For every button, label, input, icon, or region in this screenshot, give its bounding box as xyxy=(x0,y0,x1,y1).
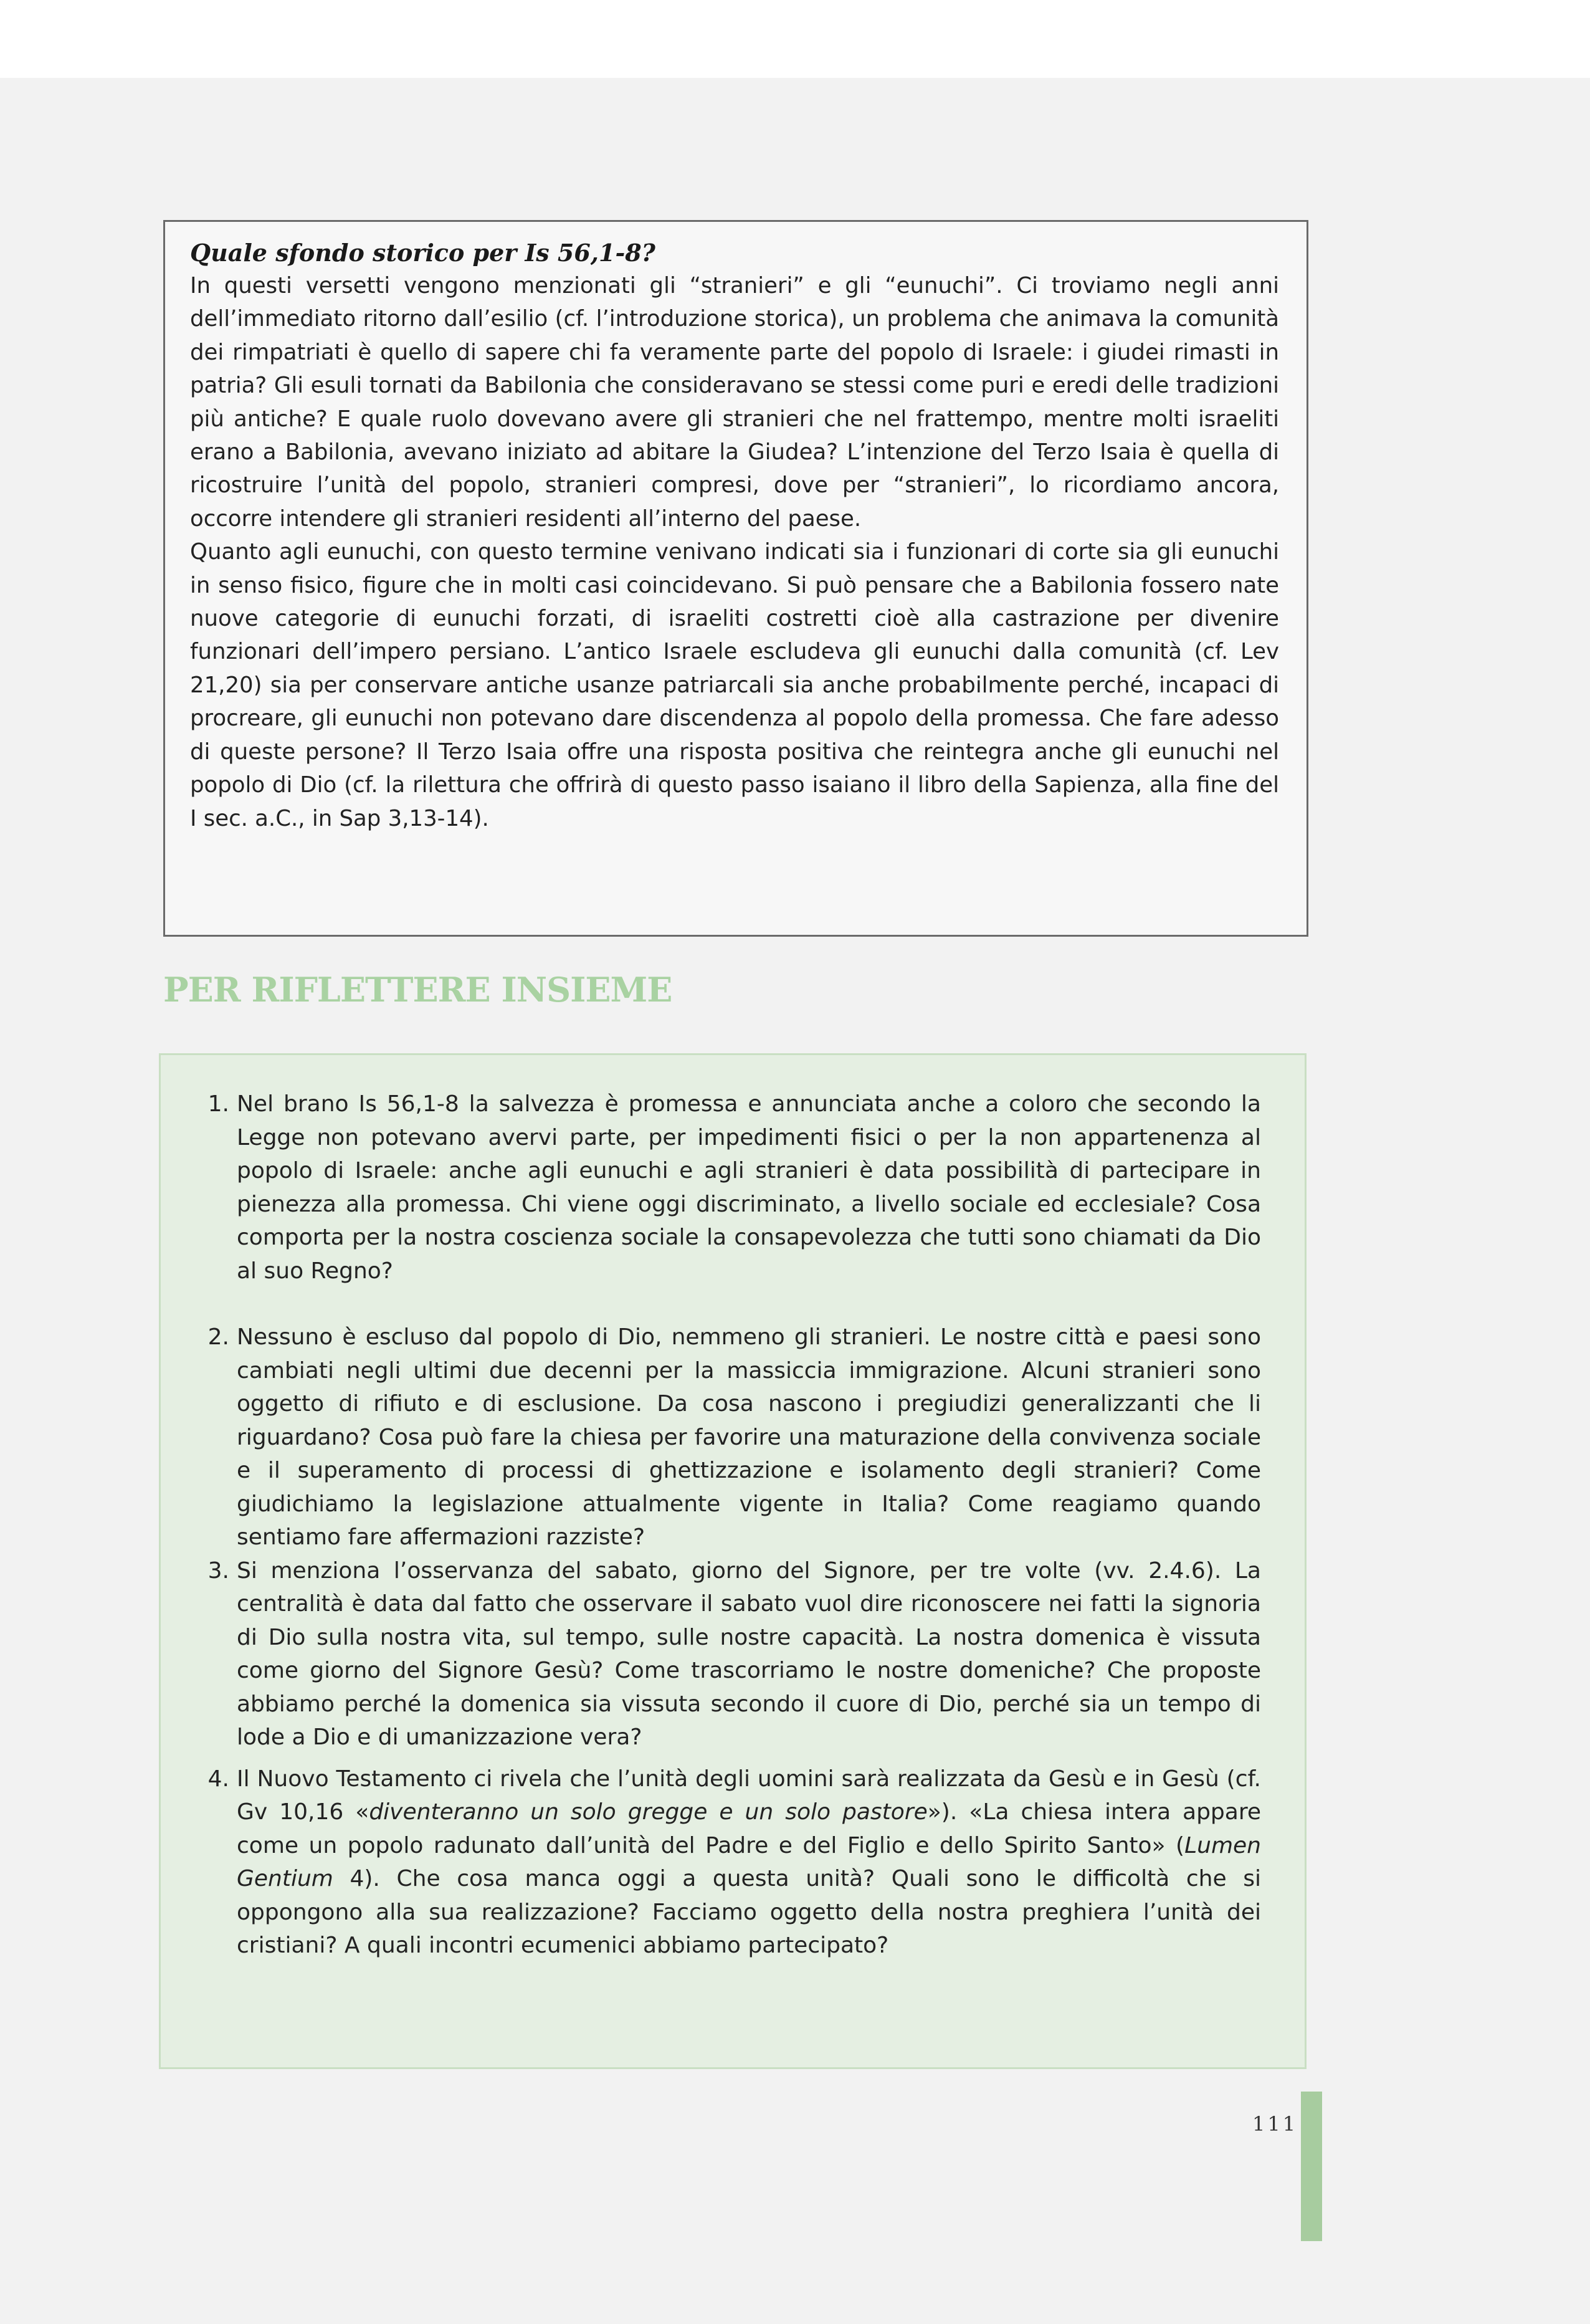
page-edge-tab xyxy=(1301,2092,1322,2241)
scan-top-margin xyxy=(0,0,1590,78)
body-paragraph: In questi versetti vengono menzionati gli “stranieri” e gli “eunuchi”. Ci troviamo negli anni dell’immediato ritorno dall’esilio (cf. l’introduzione storica), un problema che animava la comunità dei rimpatriati è quello di sapere chi fa veramente parte del popolo di Israele: i giudei rimasti in patria? Gli esuli tornati da Babilonia che consideravano se stessi come puri e eredi delle tradizioni più antiche? E quale ruolo dovevano avere gli stranieri che nel frattempo, mentre molti israeliti erano a Babilonia, avevano iniziato ad abitare la Giudea? L’intenzione del Terzo Isaia è quella di ricostruire l’unità del popolo, stranieri compresi, dove per “stranieri”, lo ricordiamo ancora, occorre intendere gli stranieri residenti all’interno del paese. xyxy=(190,273,1279,532)
question-item xyxy=(191,1554,1261,1754)
question-number: 3. xyxy=(207,1557,229,1584)
question-number: 2. xyxy=(207,1324,229,1350)
section-heading: PER RIFLETTERE INSIEME xyxy=(163,970,672,1010)
page-number: 111 xyxy=(1252,2112,1298,2136)
historical-background-box xyxy=(163,220,1308,937)
question-text: Si menziona l’osservanza del sabato, giorno del Signore, per tre volte (vv. 2.4.6). La centralità è data dal fatto che osservare il sabato vuol dire riconoscere nei fatti la signoria di Dio sulla nostra vita, sul tempo, sulle nostre capacità. La nostra domenica è vissuta come giorno del Signore Gesù? Come trascorriamo le nostre domeniche? Che proposte abbiamo perché la domenica sia vissuta secondo il cuore di Dio, perché sia un tempo di lode a Dio e di umanizzazione vera? xyxy=(237,1557,1261,1750)
question-number: 1. xyxy=(207,1091,229,1117)
question-text: Nel brano Is 56,1-8 la salvezza è promessa e annunciata anche a coloro che secondo la Legge non potevano avervi parte, per impedimenti fisici o per la non appartenenza al popolo di Israele: anche agli eunuchi e agli stranieri è data possibilità di partecipare in pienezza alla promessa. Chi viene oggi discriminato, a livello sociale ed ecclesiale? Cosa comporta per la nostra coscienza sociale la consapevolezza che tutti sono chiamati da Dio al suo Regno? xyxy=(237,1091,1261,1284)
question-text: Nessuno è escluso dal popolo di Dio, nemmeno gli stranieri. Le nostre città e paesi sono cambiati negli ultimi due decenni per la massiccia immigrazione. Alcuni stranieri sono oggetto di rifiuto e di esclusione. Da cosa nascono i pregiudizi generalizzanti che li riguardano? Cosa può fare la chiesa per favorire una maturazione della convivenza sociale e il superamento di processi di ghettizzazione e isolamento degli stranieri? Come giudichiamo la legislazione attualmente vigente in Italia? Come reagiamo quando sentiamo fare affermazioni razziste? xyxy=(237,1324,1261,1550)
question-item xyxy=(191,1762,1261,1963)
question-text-part: Il Nuovo Testamento ci rivela che l’unità degli uomini sarà realizzata da Gesù e in Gesù (cf. Gv 10,16 « xyxy=(237,1766,1261,1825)
reflection-questions-box xyxy=(159,1053,1307,2069)
document-title-italic: Lumen Gentium xyxy=(237,1832,1261,1891)
question-item xyxy=(191,1088,1261,1288)
body-paragraph: Quanto agli eunuchi, con questo termine venivano indicati sia i funzionari di corte sia gli eunuchi in senso fisico, figure che in molti casi coincidevano. Si può pensare che a Babilonia fossero nate nuove categorie di eunuchi forzati, di israeliti costretti cioè alla castrazione per divenire funzionari dell’impero persiano. L’antico Israele escludeva gli eunuchi dalla comunità (cf. Lev 21,20) sia per conservare antiche usanze patriarcali sia anche probabilmente perché, incapaci di procreare, gli eunuchi non potevano dare discendenza al popolo della promessa. Che fare adesso di queste persone? Il Terzo Isaia offre una risposta positiva che reintegra anche gli eunuchi nel popolo di Dio (cf. la rilettura che offrirà di questo passo isaiano il libro della Sapienza, alla fine del I sec. a.C., in Sap 3,13-14). xyxy=(190,539,1279,831)
question-text xyxy=(237,1762,1261,1963)
quote-italic: diventeranno un solo gregge e un solo pastore xyxy=(369,1799,928,1825)
question-text-part: »). «La chiesa intera appare come un popolo radunato dall’unità del Padre e del Figlio e dello Spirito Santo» ( xyxy=(237,1799,1261,1858)
question-item xyxy=(191,1321,1261,1554)
question-text-part: 4). Che cosa manca oggi a questa unità? Quali sono le difficoltà che si oppongono alla sua realizzazione? Facciamo oggetto della nostra preghiera l’unità dei cristiani? A quali incontri ecumenici abbiamo partecipato? xyxy=(237,1866,1261,1958)
question-number: 4. xyxy=(207,1766,229,1792)
box-title: Quale sfondo storico per Is 56,1-8? xyxy=(190,239,655,267)
